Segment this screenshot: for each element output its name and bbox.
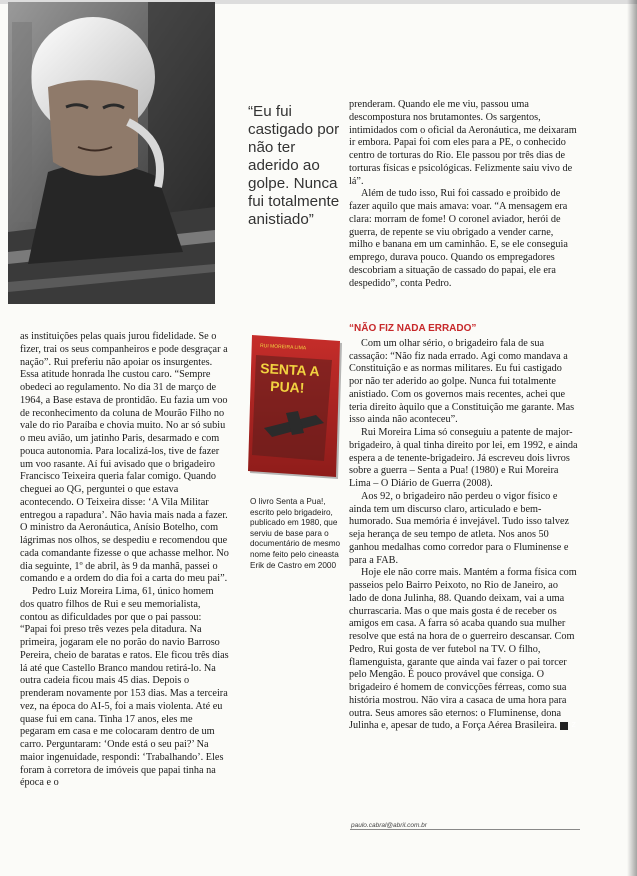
book-author: RUI MOREIRA LIMA xyxy=(259,343,307,352)
article-column-right-top xyxy=(349,99,578,290)
book-title-line2: PUA! xyxy=(269,378,305,396)
article-paragraph: as instituições pelas quais jurou fidelidade. Se o fizer, trai os seus companheiros e pode desgraçar a nação”. Rui preferiu não apoiar os insurgentes. Essa atitude honrada lhe custou caro. “Sempre obedeci ao regulamento. No dia 31 de março de 1964, a Base estava de prontidão. Eu fazia um voo de reconhecimento da coluna de Mourão Filho no vale do rio Paraíba e chovia muito. No ar só subiu o meu avião, um jatinho Paris, desarmado e com pouca autonomia. Para localizá-los, tive de fazer um voo rasante. Aí fui avisado que o brigadeiro Francisco Teixeira queria falar comigo. Quando cheguei ao QG, perguntei o que estava acontecendo. O Teixeira disse: ‘A Vila Militar entregou a rapadura’. Não havia mais nada a fazer. O ministro da Aeronáutica, Anísio Botelho, com lágrimas nos olhos, se despediu e recomendou que cada comandante fizesse o que achasse melhor. No dia seguinte, 1º de abril, às 9 da manhã, passei o comando e a ordem do dia foi a carta do meu pai”. xyxy=(20,331,229,585)
article-paragraph: Pedro Luiz Moreira Lima, 61, único homem dos quatro filhos de Rui e seu memorialista, contou as dificuldades por que o pai passou: “Papai foi preso três vezes pela ditadura. Na primeira, jogaram ele no porão do navio Barroso Pereira, cheio de baratas e ratos. Ele ficou três dias lá até que Castello Branco mandou retirá-lo. Na outra cadeia ficou mais 45 dias. Depois o prenderam novamente por 153 dias. Mas a terceira vez, na época do AI-5, foi a mais violenta. Até eu quase fui em cana. Tinha 17 anos, eles me pegaram em casa e me colocaram dentro de um carro. Perguntaram: ‘Onde está o seu pai?’ Na maior ingenuidade, respondi: ‘Trabalhando’. Eles foram à corretora de imóveis que papai tinha na época e o xyxy=(20,586,229,789)
end-mark: Z xyxy=(560,722,568,730)
author-email: paulo.cabral@abril.com.br xyxy=(351,822,427,829)
footer-divider xyxy=(350,829,580,830)
section-subhead: “NÃO FIZ NADA ERRADO” xyxy=(349,323,477,334)
book-cover-image xyxy=(246,333,346,481)
caption-text: O livro Senta a Pua!, escrito pelo brigadeiro, publicado em 1980, que serviu de base para o documentário de mesmo nome feito pelo cineasta Erik de Castro em 2000 xyxy=(250,497,341,570)
article-paragraph: Aos 92, o brigadeiro não perdeu o vigor físico e ainda tem um discurso claro, articulado e bem-humorado. Sua memória é invejável. Tudo isso talvez seja herança de seu tempo de atleta. Nos anos 50 ganhou medalhas como corredor para o Fluminense e para a FAB. xyxy=(349,490,570,566)
book-cover-illustration xyxy=(246,333,346,481)
pull-quote xyxy=(248,103,348,229)
page-gutter-shadow xyxy=(627,0,637,876)
article-paragraph: prenderam. Quando ele me viu, passou uma descompostura nos brutamontes. Os sargentos, intimidados com o oficial da Aeronáutica, me deixaram ir embora. Papai foi com eles para a PE, o conhecido centro de torturas do Rio. Ele passou por três dias de torturas físicas e psicológicas. Felizmente saiu vivo de lá”. xyxy=(349,99,577,187)
article-paragraph: Hoje ele não corre mais. Mantém a forma física com passeios pelo Bairro Peixoto, no Rio de Janeiro, ao lado de dona Julinha, 88. Quando deixam, vai a uma churrascaria. Mas o que mais gosta é de receber os amigos em casa. A farra só acaba quando sua mulher resolve que está na hora de o guerreiro descansar. Com Pedro, Rui gosta de ver futebol na TV. O filho, flamenguista, garante que ainda vai fazer o pai torcer pelo Mengão. É pouco provável que consiga. O brigadeiro é homem de convicções férreas, como sua história mostrou. Não vira a casaca de uma hora para outra. Seus amores são eternos: o Fluminense, dona Julinha e, apesar de tudo, a Força Aérea Brasileira. xyxy=(349,567,577,732)
article-paragraph: Com um olhar sério, o brigadeiro fala de sua cassação: “Não fiz nada errado. Agi como mandava a Constituição e as normas militares. Eu fui castigado por não ter aderido ao golpe. Nunca fui totalmente anistiado. Com os governos mais recentes, achei que teria direito àquilo que a Constituição me garante. Mas isso ainda não aconteceu”. xyxy=(349,337,575,426)
article-column-left xyxy=(20,331,230,790)
article-paragraph-last xyxy=(349,567,578,733)
book-caption xyxy=(250,497,342,571)
pull-quote-text: “Eu fui castigado por não ter aderido ao golpe. Nunca fui totalmente anistiado” xyxy=(248,103,340,228)
book-title-line1: SENTA A xyxy=(259,360,320,380)
article-paragraph: Além de tudo isso, Rui foi cassado e proibido de fazer aquilo que mais amava: voar. “A mensagem era clara: morram de fome! O coronel aviador, herói de guerra, de repente se viu obrigado a vender carne, milho e banana em um caminhão. E, se ele conseguia emprego, durava pouco. Quando os empregadores descobriam a situação de cassado do papai, ele era despedido”, conta Pedro. xyxy=(349,188,568,289)
article-paragraph: Rui Moreira Lima só conseguiu a patente de major-brigadeiro, à qual tinha direito por lei, em 1992, e ainda espera a de tenente-brigadeiro. Já escreveu dois livros sobre a guerra – Senta a Pua! (1980) e Rui Moreira Lima – O Diário de Guerra (2008). xyxy=(349,427,578,489)
pilot-photo-illustration xyxy=(8,2,215,304)
article-column-right-bottom xyxy=(349,323,578,733)
pilot-photo xyxy=(8,2,215,304)
